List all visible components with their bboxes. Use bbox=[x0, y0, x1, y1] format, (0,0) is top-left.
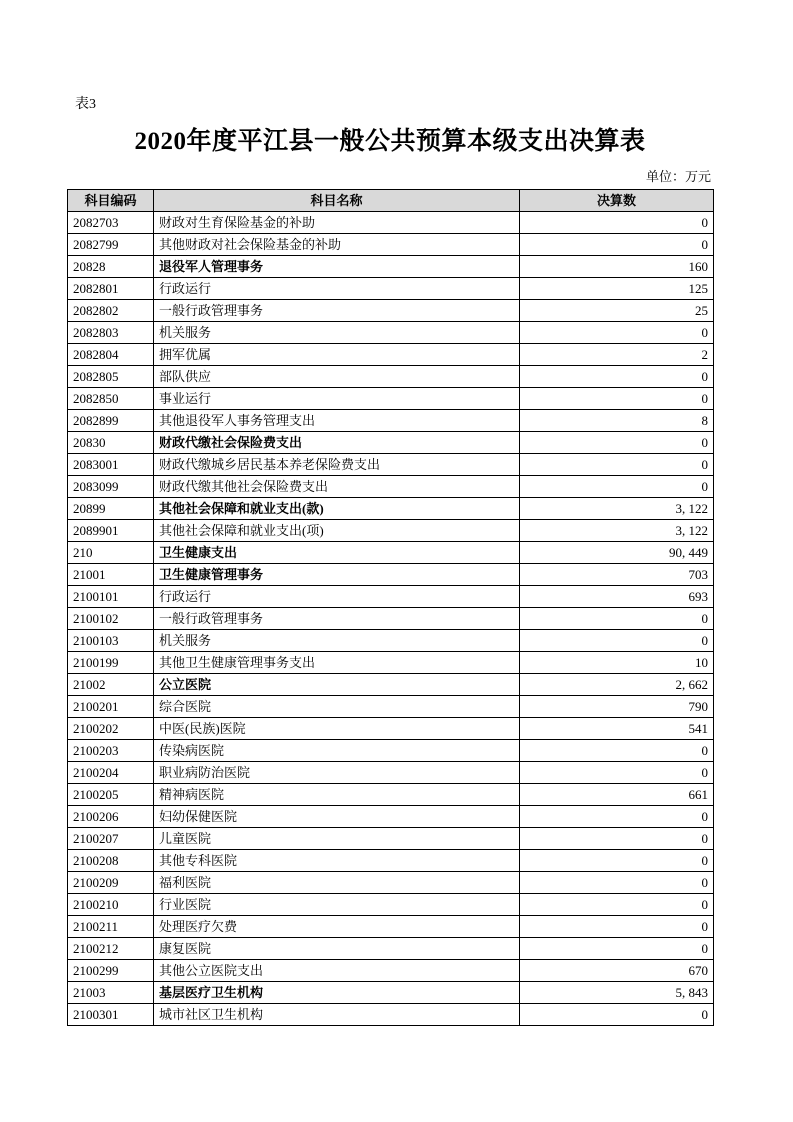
table-row bbox=[68, 894, 714, 916]
table-row bbox=[68, 960, 714, 982]
subject-code-cell: 2100201 bbox=[68, 696, 154, 718]
table-row bbox=[68, 432, 714, 454]
table-row bbox=[68, 520, 714, 542]
subject-code-cell: 2100211 bbox=[68, 916, 154, 938]
subject-name-cell: 财政对生育保险基金的补助 bbox=[154, 212, 520, 234]
budget-sheet bbox=[67, 96, 713, 1026]
subject-code-cell: 2100205 bbox=[68, 784, 154, 806]
final-amount-cell: 0 bbox=[520, 608, 714, 630]
subject-name-cell: 机关服务 bbox=[154, 630, 520, 652]
subject-code-cell: 20899 bbox=[68, 498, 154, 520]
final-amount-cell: 10 bbox=[520, 652, 714, 674]
subject-name-cell: 拥军优属 bbox=[154, 344, 520, 366]
table-row bbox=[68, 630, 714, 652]
subject-code-cell: 2082850 bbox=[68, 388, 154, 410]
subject-code-cell: 2100206 bbox=[68, 806, 154, 828]
final-amount-cell: 0 bbox=[520, 476, 714, 498]
table-row bbox=[68, 366, 714, 388]
subject-name-cell: 部队供应 bbox=[154, 366, 520, 388]
final-amount-cell: 0 bbox=[520, 212, 714, 234]
final-amount-cell: 0 bbox=[520, 806, 714, 828]
subject-code-cell: 2082703 bbox=[68, 212, 154, 234]
subject-name-cell: 职业病防治医院 bbox=[154, 762, 520, 784]
subject-name-cell: 事业运行 bbox=[154, 388, 520, 410]
subject-name-cell: 康复医院 bbox=[154, 938, 520, 960]
table-row bbox=[68, 300, 714, 322]
subject-code-cell: 2100199 bbox=[68, 652, 154, 674]
table-row bbox=[68, 762, 714, 784]
final-amount-cell: 0 bbox=[520, 432, 714, 454]
final-amount-cell: 0 bbox=[520, 630, 714, 652]
final-amount-cell: 0 bbox=[520, 366, 714, 388]
final-amount-cell: 0 bbox=[520, 454, 714, 476]
subject-name-cell: 其他社会保障和就业支出(项) bbox=[154, 520, 520, 542]
table-row bbox=[68, 564, 714, 586]
final-amount-cell: 25 bbox=[520, 300, 714, 322]
final-amount-cell: 3, 122 bbox=[520, 520, 714, 542]
subject-code-cell: 2083099 bbox=[68, 476, 154, 498]
final-amount-cell: 790 bbox=[520, 696, 714, 718]
subject-code-cell: 21003 bbox=[68, 982, 154, 1004]
final-amount-cell: 0 bbox=[520, 938, 714, 960]
subject-name-cell: 卫生健康支出 bbox=[154, 542, 520, 564]
table-row bbox=[68, 850, 714, 872]
subject-name-cell: 综合医院 bbox=[154, 696, 520, 718]
final-amount-cell: 0 bbox=[520, 1004, 714, 1026]
table-row bbox=[68, 278, 714, 300]
header-row bbox=[68, 190, 714, 212]
subject-name-cell: 行政运行 bbox=[154, 586, 520, 608]
subject-code-cell: 2100212 bbox=[68, 938, 154, 960]
subject-name-cell: 财政代缴社会保险费支出 bbox=[154, 432, 520, 454]
final-amount-cell: 0 bbox=[520, 894, 714, 916]
table-row bbox=[68, 872, 714, 894]
final-amount-cell: 0 bbox=[520, 828, 714, 850]
final-amount-cell: 90, 449 bbox=[520, 542, 714, 564]
subject-code-cell: 2100208 bbox=[68, 850, 154, 872]
subject-name-cell: 财政代缴城乡居民基本养老保险费支出 bbox=[154, 454, 520, 476]
final-amount-cell: 5, 843 bbox=[520, 982, 714, 1004]
table-row bbox=[68, 410, 714, 432]
final-amount-cell: 0 bbox=[520, 234, 714, 256]
subject-code-cell: 20830 bbox=[68, 432, 154, 454]
table-row bbox=[68, 696, 714, 718]
final-amount-cell: 2 bbox=[520, 344, 714, 366]
table-row bbox=[68, 828, 714, 850]
final-amount-cell: 2, 662 bbox=[520, 674, 714, 696]
table-row bbox=[68, 476, 714, 498]
table-row bbox=[68, 982, 714, 1004]
subject-name-cell: 城市社区卫生机构 bbox=[154, 1004, 520, 1026]
table-row bbox=[68, 322, 714, 344]
header-subject-code: 科目编码 bbox=[68, 190, 154, 212]
table-row bbox=[68, 344, 714, 366]
subject-name-cell: 退役军人管理事务 bbox=[154, 256, 520, 278]
table-row bbox=[68, 454, 714, 476]
subject-code-cell: 21001 bbox=[68, 564, 154, 586]
subject-name-cell: 中医(民族)医院 bbox=[154, 718, 520, 740]
final-amount-cell: 125 bbox=[520, 278, 714, 300]
subject-code-cell: 2100210 bbox=[68, 894, 154, 916]
subject-name-cell: 财政代缴其他社会保险费支出 bbox=[154, 476, 520, 498]
subject-name-cell: 基层医疗卫生机构 bbox=[154, 982, 520, 1004]
subject-code-cell: 2100204 bbox=[68, 762, 154, 784]
subject-code-cell: 2100202 bbox=[68, 718, 154, 740]
subject-name-cell: 其他专科医院 bbox=[154, 850, 520, 872]
table-body bbox=[68, 212, 714, 1026]
subject-code-cell: 2083001 bbox=[68, 454, 154, 476]
final-amount-cell: 0 bbox=[520, 850, 714, 872]
subject-code-cell: 2082805 bbox=[68, 366, 154, 388]
subject-code-cell: 2082804 bbox=[68, 344, 154, 366]
subject-name-cell: 一般行政管理事务 bbox=[154, 608, 520, 630]
subject-code-cell: 210 bbox=[68, 542, 154, 564]
table-row bbox=[68, 256, 714, 278]
table-row bbox=[68, 586, 714, 608]
subject-code-cell: 2082801 bbox=[68, 278, 154, 300]
table-row bbox=[68, 674, 714, 696]
subject-code-cell: 2100203 bbox=[68, 740, 154, 762]
final-amount-cell: 0 bbox=[520, 916, 714, 938]
table-row bbox=[68, 938, 714, 960]
subject-code-cell: 2100301 bbox=[68, 1004, 154, 1026]
final-amount-cell: 0 bbox=[520, 740, 714, 762]
table-row bbox=[68, 212, 714, 234]
subject-code-cell: 2100299 bbox=[68, 960, 154, 982]
table-row bbox=[68, 652, 714, 674]
final-amount-cell: 670 bbox=[520, 960, 714, 982]
header-subject-name: 科目名称 bbox=[154, 190, 520, 212]
table-row bbox=[68, 784, 714, 806]
table-row bbox=[68, 806, 714, 828]
final-amount-cell: 0 bbox=[520, 762, 714, 784]
final-amount-cell: 0 bbox=[520, 322, 714, 344]
subject-name-cell: 行业医院 bbox=[154, 894, 520, 916]
final-amount-cell: 160 bbox=[520, 256, 714, 278]
table-row bbox=[68, 388, 714, 410]
subject-name-cell: 精神病医院 bbox=[154, 784, 520, 806]
subject-name-cell: 其他退役军人事务管理支出 bbox=[154, 410, 520, 432]
final-amount-cell: 703 bbox=[520, 564, 714, 586]
subject-code-cell: 2100103 bbox=[68, 630, 154, 652]
final-amount-cell: 693 bbox=[520, 586, 714, 608]
subject-name-cell: 其他财政对社会保险基金的补助 bbox=[154, 234, 520, 256]
final-amount-cell: 3, 122 bbox=[520, 498, 714, 520]
subject-name-cell: 传染病医院 bbox=[154, 740, 520, 762]
subject-name-cell: 福利医院 bbox=[154, 872, 520, 894]
subject-code-cell: 2089901 bbox=[68, 520, 154, 542]
final-amount-cell: 541 bbox=[520, 718, 714, 740]
subject-code-cell: 2082799 bbox=[68, 234, 154, 256]
subject-code-cell: 2082899 bbox=[68, 410, 154, 432]
subject-name-cell: 其他公立医院支出 bbox=[154, 960, 520, 982]
table-row bbox=[68, 1004, 714, 1026]
subject-name-cell: 儿童医院 bbox=[154, 828, 520, 850]
table-row bbox=[68, 498, 714, 520]
page-title: 2020年度平江县一般公共预算本级支出决算表 bbox=[134, 128, 646, 155]
table-row bbox=[68, 740, 714, 762]
subject-code-cell: 2082803 bbox=[68, 322, 154, 344]
final-amount-cell: 0 bbox=[520, 388, 714, 410]
subject-code-cell: 20828 bbox=[68, 256, 154, 278]
unit-note: 单位：万元 bbox=[645, 169, 711, 184]
subject-name-cell: 妇幼保健医院 bbox=[154, 806, 520, 828]
subject-code-cell: 2082802 bbox=[68, 300, 154, 322]
table-row bbox=[68, 916, 714, 938]
table-row bbox=[68, 718, 714, 740]
subject-name-cell: 其他社会保障和就业支出(款) bbox=[154, 498, 520, 520]
header-final-amount: 决算数 bbox=[520, 190, 714, 212]
final-amount-cell: 0 bbox=[520, 872, 714, 894]
budget-table bbox=[67, 189, 714, 1026]
table-row bbox=[68, 542, 714, 564]
subject-code-cell: 2100207 bbox=[68, 828, 154, 850]
subject-code-cell: 21002 bbox=[68, 674, 154, 696]
subject-name-cell: 处理医疗欠费 bbox=[154, 916, 520, 938]
subject-name-cell: 公立医院 bbox=[154, 674, 520, 696]
table-label: 表3 bbox=[75, 97, 96, 112]
subject-code-cell: 2100209 bbox=[68, 872, 154, 894]
subject-name-cell: 一般行政管理事务 bbox=[154, 300, 520, 322]
table-row bbox=[68, 234, 714, 256]
final-amount-cell: 661 bbox=[520, 784, 714, 806]
table-row bbox=[68, 608, 714, 630]
subject-name-cell: 卫生健康管理事务 bbox=[154, 564, 520, 586]
subject-code-cell: 2100102 bbox=[68, 608, 154, 630]
subject-name-cell: 行政运行 bbox=[154, 278, 520, 300]
final-amount-cell: 8 bbox=[520, 410, 714, 432]
subject-code-cell: 2100101 bbox=[68, 586, 154, 608]
subject-name-cell: 其他卫生健康管理事务支出 bbox=[154, 652, 520, 674]
subject-name-cell: 机关服务 bbox=[154, 322, 520, 344]
